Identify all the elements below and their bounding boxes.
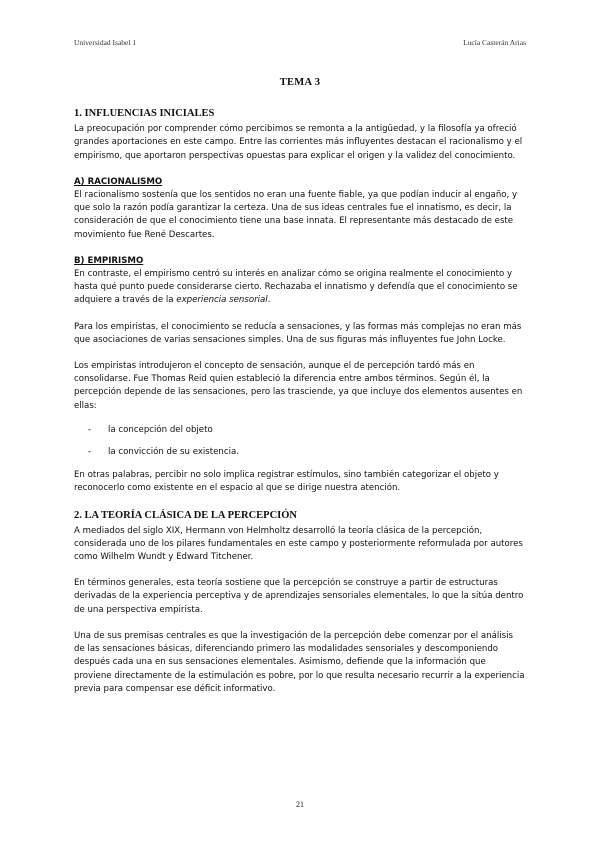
empirismo-text-before: En contraste, el empirismo centró su interés en analizar cómo se origina realmente el conocimiento y hasta qué punto puede considerarse cierto. Rechazaba el innatismo y defendía que el conocimiento se adquiere a través de la	[74, 269, 518, 306]
section-heading-influencias: 1. INFLUENCIAS INICIALES	[74, 108, 215, 120]
section-heading-teoria-clasica: 2. LA TEORÍA CLÁSICA DE LA PERCEPCIÓN	[74, 509, 297, 521]
intro-paragraph: La preocupación por comprender cómo percibimos se remonta a la antigüedad, y la filosofía ya ofreció grandes aportaciones en este campo. Entre las corrientes más influyentes destacan el racionalismo y el empirismo, que aportaron perspectivas opuestas para explicar el origen y la validez del conocimiento.	[74, 124, 523, 161]
empirismo-paragraph-1	[74, 268, 526, 308]
list-item	[74, 446, 526, 459]
empirismo-paragraph-4: En otras palabras, percibir no solo implica registrar estímulos, sino también categorizar el objeto y reconocerlo como existente en el espacio al que se dirige nuestra atención.	[74, 470, 499, 494]
list-item-text: la convicción de su existencia.	[108, 447, 239, 458]
page-number: 21	[296, 800, 304, 809]
teoria-paragraph-3: Una de sus premisas centrales es que la investigación de la percepción debe comenzar por el análisis de las sensaciones básicas, diferenciando primero las modalidades sensoriales y descomponiendo después cada una en sus sensaciones elementales. Asimismo, defiende que la información que proviene directamente de la estimulación es pobre, por lo que resulta necesario recurrir a la experiencia previa para compensar ese déficit informativo.	[74, 630, 525, 694]
list-item	[74, 424, 526, 437]
empirismo-paragraph-3: Los empiristas introdujeron el concepto de sensación, aunque el de percepción tardó más en consolidarse. Fue Thomas Reid quien estableció la diferencia entre ambos términos. Según él, la percepción depende de las sensaciones, pero las trasciende, ya que incluye dos elementos ausentes en ellas:	[74, 361, 523, 411]
empirismo-paragraph-2: Para los empiristas, el conocimiento se reducía a sensaciones, y las formas más complejas no eran más que asociaciones de varias sensaciones simples. Una de sus figuras más influyentes fue John Locke.	[74, 321, 522, 345]
subheading-empirismo: B) EMPIRISMO	[74, 255, 144, 266]
subheading-racionalismo: A) RACIONALISMO	[74, 176, 163, 187]
header-institution: Universidad Isabel 1	[74, 38, 137, 47]
document-body	[74, 76, 526, 709]
dash-marker: -	[88, 447, 92, 458]
header-author: Lucía Casterán Arias	[463, 38, 526, 47]
dash-marker: -	[88, 424, 92, 435]
elements-list	[74, 424, 526, 459]
page-title: TEMA 3	[279, 77, 321, 88]
empirismo-emphasis: experiencia sensorial	[176, 295, 268, 306]
racionalismo-paragraph: El racionalismo sostenía que los sentidos no eran una fuente fiable, ya que podían inducir al engaño, y que solo la razón podía garantizar la certeza. Una de sus ideas centrales fue el innatismo, es decir, la consideración de que el conocimiento tiene una base innata. El representante más destacado de este movimiento fue René Descartes.	[74, 190, 518, 240]
teoria-paragraph-2: En términos generales, esta teoría sostiene que la percepción se construye a partir de estructuras derivadas de la experiencia perceptiva y de aprendizajes sensoriales elementales, lo que la sitúa dentro de una perspectiva empirista.	[74, 578, 524, 615]
list-item-text: la concepción del objeto	[108, 424, 213, 435]
empirismo-text-after: .	[267, 295, 271, 306]
teoria-paragraph-1: A mediados del siglo XIX, Hermann von Helmholtz desarrolló la teoría clásica de la percepción, considerada uno de los pilares fundamentales en este campo y posteriormente reformulada por autores como Wilhelm Wundt y Edward Titchener.	[74, 525, 523, 563]
